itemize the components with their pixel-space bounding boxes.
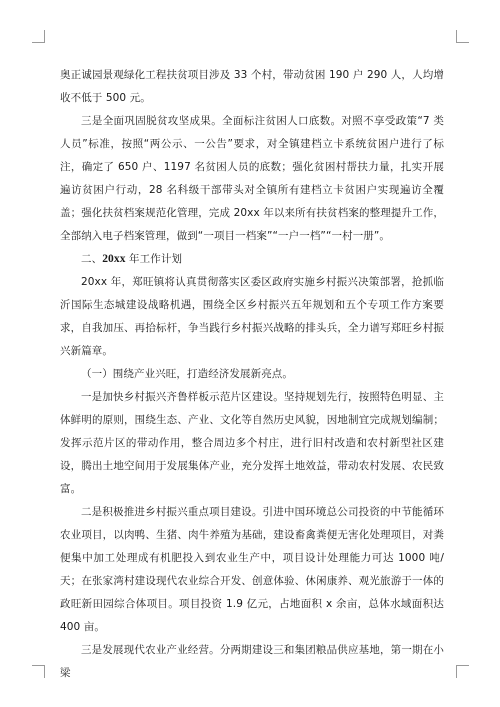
crop-mark-bottom-left <box>32 665 45 678</box>
crop-mark-top-left <box>32 30 45 43</box>
crop-mark-bottom-right <box>456 665 469 678</box>
document-body <box>60 64 444 685</box>
paragraph-poverty-consolidation: 三是全面巩固脱贫攻坚成果。全面标注贫困人口底数。对照不享受政策“7 类人员”标准，按照“两公示、一公告”要求，对全镇建档立卡系统贫困户进行了标注，确定了 650 户、1197 名贫困人员的底数；强化贫困村帮扶力量，扎实开展遍访贫困户行动，28 名科级干部带头对全镇所有建档立卡贫困户实现遍访全覆盖；强化扶贫档案规范化管理，完成 20xx 年以来所有扶贫档案的整理提升工作，全部纳入电子档案管理，做到“一项目一档案”“一户一档”“一村一册”。 <box>60 115 444 242</box>
crop-mark-top-right <box>456 30 469 43</box>
paragraph-modern-agriculture: 三是发展现代农业产业经营。分两期建设三和集团粮品供应基地，第一期在小梁 <box>60 644 444 679</box>
subheading-industry-prosperity: （一）围绕产业兴旺，打造经济发展新亮点。 <box>81 368 293 380</box>
paragraph-demo-zone: 一是加快乡村振兴齐鲁样板示范片区建设。坚持规划先行，按照特色明显、主体鲜明的原则，围绕生态、产业、文化等自然历史风貌，因地制宜完成规划编制；发挥示范片区的带动作用，整合周边多个村庄，进行旧村改造和农村新型社区建设，腾出土地空间用于发展集体产业，充分发挥土地效益，带动农村发展、农民致富。 <box>60 391 444 495</box>
section-heading-work-plan <box>60 248 444 271</box>
paragraph-key-projects: 二是积极推进乡村振兴重点项目建设。引进中国环境总公司投资的中节能循环农业项目，以肉鸭、生猪、肉牛养殖为基础，建设畜禽粪便无害化处理项目，对粪便集中加工处理成有机肥投入到农业生产中，项目设计处理能力可达 1000 吨/天；在张家湾村建设现代农业综合开发、创意体验、休闲康养、观光旅游于一体的政旺新田园综合体项目。项目投资 1.9 亿元，占地面积 x 余亩，总体水域面积达 400 亩。 <box>60 506 444 633</box>
heading-year: 20xx <box>102 253 126 265</box>
heading-prefix: 二、 <box>81 253 103 265</box>
paragraph-continuation: 奥正诚园景观绿化工程扶贫项目涉及 33 个村，带动贫困 190 户 290 人，人均增收不低于 500 元。 <box>60 69 444 104</box>
heading-suffix: 年工作计划 <box>125 253 183 265</box>
paragraph-plan-intro: 20xx 年，郑旺镇将认真贯彻落实区委区政府实施乡村振兴决策部署，抢抓临沂国际生态城建设战略机遇，围绕全区乡村振兴五年规划和五个专项工作方案要求，自我加压、再拾标杆，争当践行乡村振兴战略的排头兵，全力谱写郑旺乡村振兴新篇章。 <box>60 276 444 357</box>
